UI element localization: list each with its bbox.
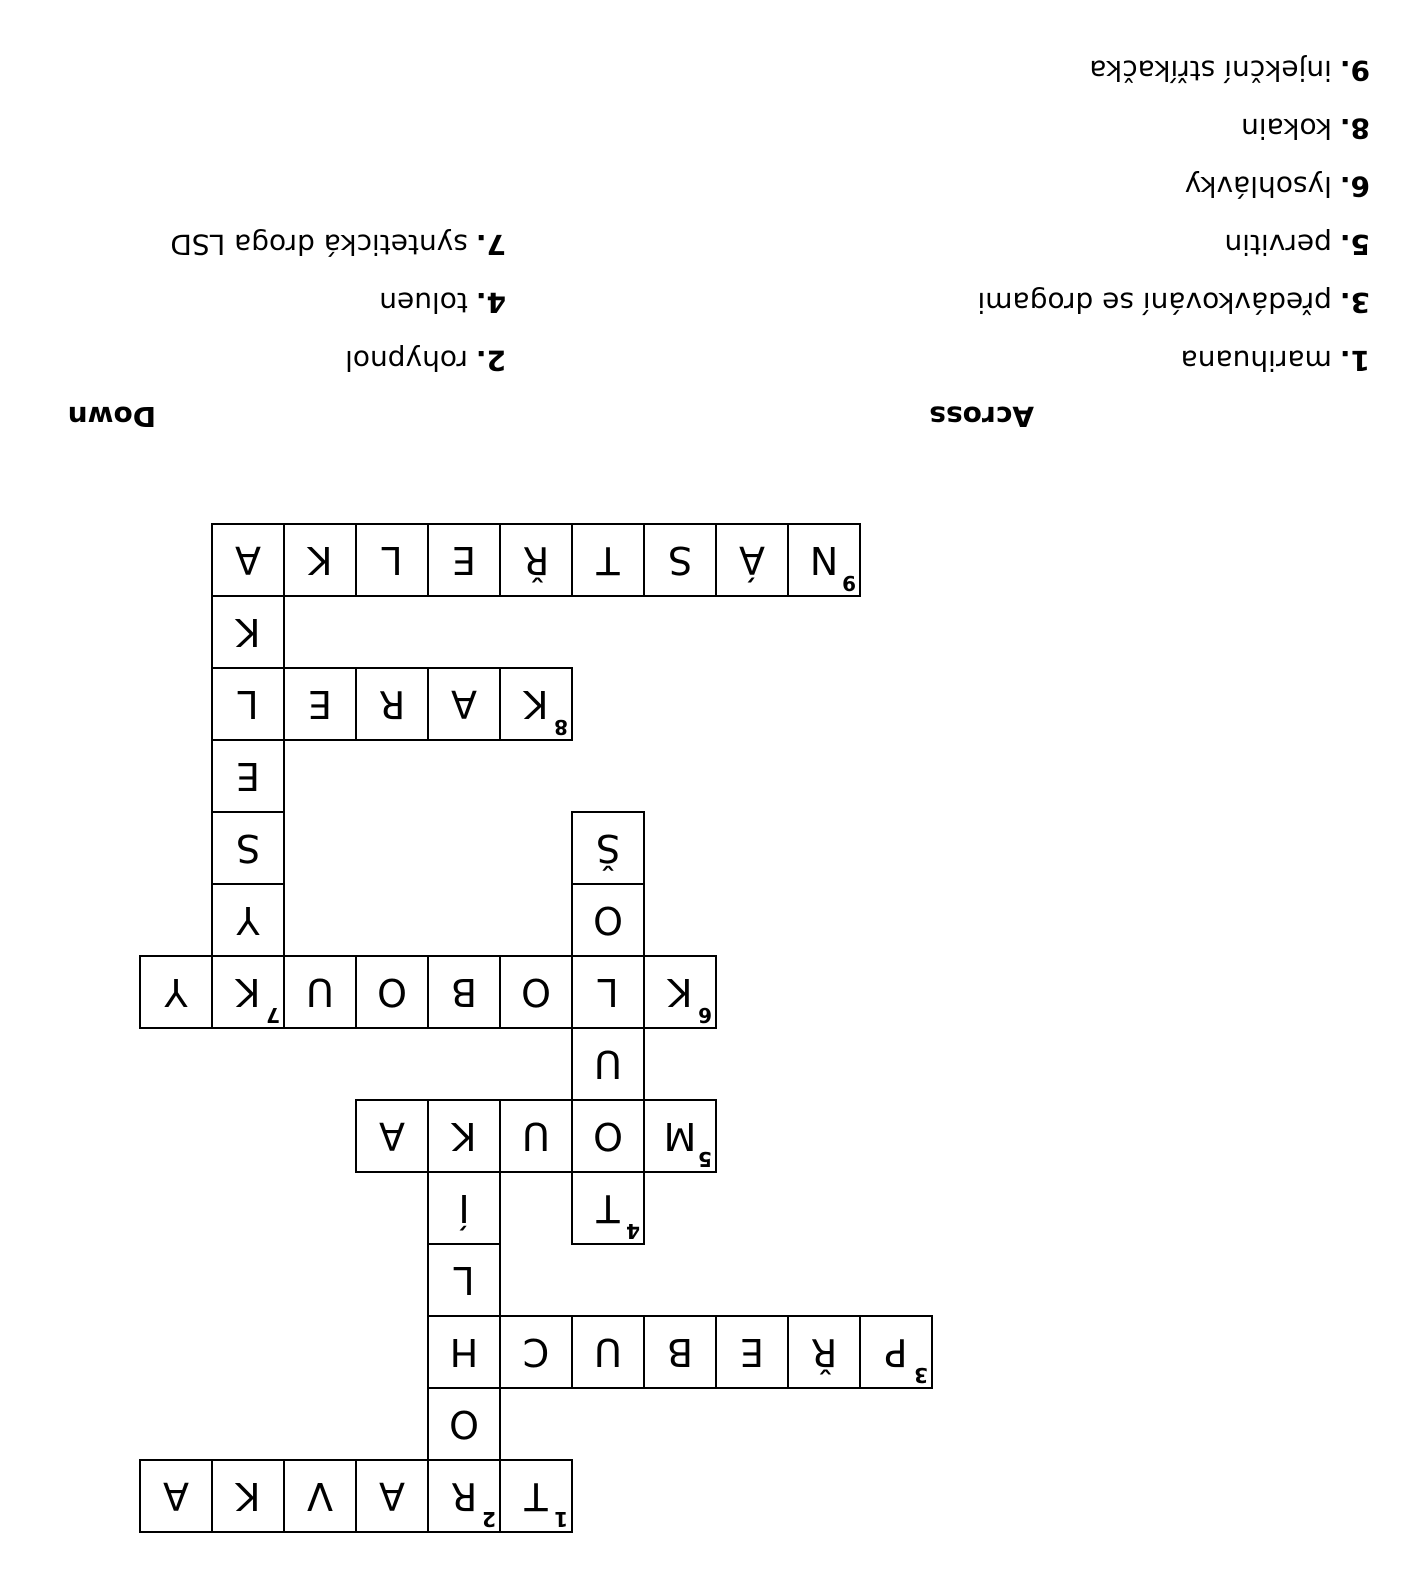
cell-letter: L — [237, 682, 259, 726]
clue-text: kokain — [1241, 112, 1332, 145]
grid-cell[interactable] — [428, 1316, 500, 1388]
across-clue — [977, 84, 1370, 145]
grid-cell[interactable] — [500, 1316, 572, 1388]
grid-cell[interactable] — [212, 740, 284, 812]
grid-cell[interactable] — [572, 812, 644, 884]
cell-letter: A — [163, 1474, 189, 1518]
cell-number: 9 — [842, 571, 856, 595]
grid-cell[interactable] — [860, 1316, 932, 1388]
grid-cell[interactable] — [212, 956, 284, 1028]
cell-letter: O — [521, 970, 551, 1014]
grid-cell[interactable] — [572, 1028, 644, 1100]
down-heading: Down — [67, 400, 156, 433]
clue-number: 6. — [1339, 170, 1370, 203]
grid-cell[interactable] — [428, 524, 500, 596]
clue-number: 7. — [475, 228, 506, 261]
cell-letter: A — [235, 538, 261, 582]
grid-cell[interactable] — [356, 668, 428, 740]
grid-cell[interactable] — [572, 1172, 644, 1244]
cell-letter: E — [452, 538, 477, 582]
cell-letter: R — [450, 1474, 478, 1518]
across-clue-list — [977, 26, 1370, 377]
cell-letter: A — [451, 682, 477, 726]
clue-number: 4. — [475, 286, 506, 319]
cell-letter: K — [235, 1474, 261, 1518]
grid-cell[interactable] — [644, 1316, 716, 1388]
grid-cell[interactable] — [572, 524, 644, 596]
cell-letter: M — [663, 1114, 697, 1158]
clue-number: 3. — [1339, 286, 1370, 319]
cell-letter: V — [307, 1474, 333, 1518]
cell-letter: Ř — [522, 538, 550, 582]
grid-cell[interactable] — [716, 1316, 788, 1388]
grid-cell[interactable] — [428, 1388, 500, 1460]
grid-cell[interactable] — [212, 596, 284, 668]
cell-number: 6 — [698, 1003, 712, 1027]
clue-number: 9. — [1339, 54, 1370, 87]
across-heading: Across — [929, 400, 1034, 433]
down-clue — [170, 200, 506, 261]
grid-cell[interactable] — [428, 1100, 500, 1172]
grid-cell[interactable] — [788, 1316, 860, 1388]
grid-cell[interactable] — [284, 956, 356, 1028]
grid-cell[interactable] — [212, 1460, 284, 1532]
grid-cell[interactable] — [500, 524, 572, 596]
across-clue — [977, 26, 1370, 87]
clue-text: předávkování se drogami — [977, 286, 1332, 319]
across-clue — [977, 200, 1370, 261]
grid-cell[interactable] — [212, 668, 284, 740]
clue-number: 1. — [1339, 344, 1370, 377]
cell-letter: L — [453, 1258, 475, 1302]
grid-cell[interactable] — [500, 1100, 572, 1172]
clue-text: injekční stříkačka — [1089, 54, 1332, 87]
cell-letter: A — [379, 1474, 405, 1518]
clue-number: 8. — [1339, 112, 1370, 145]
grid-cell[interactable] — [356, 1100, 428, 1172]
grid-cell[interactable] — [212, 884, 284, 956]
cell-letter: T — [596, 538, 620, 582]
cell-letter: K — [667, 970, 693, 1014]
grid-cell[interactable] — [500, 1460, 572, 1532]
cell-letter: T — [596, 1186, 620, 1230]
grid-cell[interactable] — [788, 524, 860, 596]
down-clue — [170, 316, 506, 377]
cell-letter: U — [522, 1114, 550, 1158]
cell-letter: Í — [458, 1186, 470, 1230]
grid-cell[interactable] — [212, 524, 284, 596]
cell-letter: U — [306, 970, 334, 1014]
cell-letter: S — [667, 538, 693, 582]
cell-letter: Š — [595, 826, 621, 870]
clue-text: rohypnol — [345, 344, 468, 377]
cell-number: 8 — [554, 715, 568, 739]
grid-cell[interactable] — [356, 1460, 428, 1532]
cell-letter: L — [597, 970, 619, 1014]
clue-text: marihuana — [1180, 344, 1332, 377]
grid-cell[interactable] — [140, 1460, 212, 1532]
cell-letter: A — [379, 1114, 405, 1158]
cell-letter: L — [381, 538, 403, 582]
across-clue — [977, 142, 1370, 203]
grid-cell[interactable] — [500, 956, 572, 1028]
cell-letter: C — [522, 1330, 550, 1374]
cell-number: 5 — [698, 1147, 712, 1171]
grid-cell[interactable] — [356, 524, 428, 596]
grid-cell[interactable] — [428, 1172, 500, 1244]
grid-cell[interactable] — [572, 1316, 644, 1388]
cell-number: 1 — [554, 1507, 568, 1531]
clue-text: lysohlávky — [1184, 170, 1332, 203]
cell-letter: U — [594, 1042, 622, 1086]
cell-letter: K — [451, 1114, 477, 1158]
cell-letter: O — [449, 1402, 479, 1446]
cell-letter: K — [235, 970, 261, 1014]
cell-letter: O — [593, 1114, 623, 1158]
grid-cell[interactable] — [284, 668, 356, 740]
grid-cell[interactable] — [212, 812, 284, 884]
across-clue — [977, 258, 1370, 319]
grid-cell[interactable] — [644, 524, 716, 596]
grid-cell[interactable] — [428, 1244, 500, 1316]
cell-letter: E — [308, 682, 333, 726]
grid-cell[interactable] — [140, 956, 212, 1028]
down-clue-list — [170, 200, 506, 377]
grid-cell[interactable] — [284, 524, 356, 596]
clue-number: 5. — [1339, 228, 1370, 261]
cell-letter: U — [594, 1330, 622, 1374]
grid-cell[interactable] — [644, 956, 716, 1028]
grid-cell[interactable] — [500, 668, 572, 740]
clue-number: 2. — [475, 344, 506, 377]
cell-letter: K — [307, 538, 333, 582]
down-clue — [170, 258, 506, 319]
grid-cell[interactable] — [716, 524, 788, 596]
grid-cell[interactable] — [428, 1460, 500, 1532]
cell-letter: N — [809, 538, 839, 582]
cell-letter: S — [235, 826, 261, 870]
cell-letter: B — [666, 1330, 694, 1374]
cell-letter: O — [593, 898, 623, 942]
cell-letter: K — [523, 682, 549, 726]
cell-letter: Y — [236, 898, 260, 942]
grid-cell[interactable] — [572, 884, 644, 956]
cell-number: 2 — [482, 1507, 496, 1531]
cell-letter: B — [450, 970, 478, 1014]
cell-letter: P — [884, 1330, 908, 1374]
cell-letter: O — [377, 970, 407, 1014]
grid-cell[interactable] — [428, 668, 500, 740]
cell-number: 4 — [626, 1219, 640, 1243]
clue-text: pervitin — [1224, 228, 1332, 261]
cell-letter: E — [236, 754, 261, 798]
cell-number: 7 — [266, 1003, 280, 1027]
clue-text: syntetická droga LSD — [170, 228, 468, 261]
cell-letter: Á — [739, 538, 765, 582]
grid-cell[interactable] — [644, 1100, 716, 1172]
cell-letter: Y — [164, 970, 188, 1014]
grid-cell[interactable] — [428, 956, 500, 1028]
grid-cell[interactable] — [284, 1460, 356, 1532]
grid-cell[interactable] — [356, 956, 428, 1028]
grid-cell[interactable] — [572, 1100, 644, 1172]
cell-letter: K — [235, 610, 261, 654]
clue-text: toluen — [379, 286, 468, 319]
cell-letter: H — [449, 1330, 479, 1374]
cell-number: 3 — [914, 1363, 928, 1387]
grid-cell[interactable] — [572, 956, 644, 1028]
across-clue — [977, 316, 1370, 377]
cell-letter: Ř — [810, 1330, 838, 1374]
cell-letter: T — [524, 1474, 548, 1518]
cell-letter: E — [740, 1330, 765, 1374]
cell-letter: R — [378, 682, 406, 726]
